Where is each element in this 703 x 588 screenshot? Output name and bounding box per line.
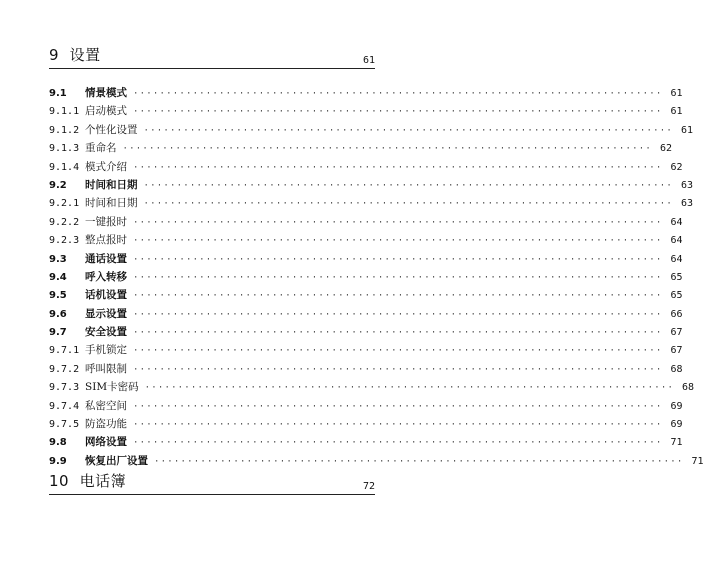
toc-entry-title: 私密空间 bbox=[85, 399, 127, 412]
toc-entry-page: 67 bbox=[670, 345, 683, 357]
toc-entry[interactable] bbox=[49, 102, 683, 120]
toc-entry-page: 68 bbox=[670, 363, 683, 375]
dot-leader: ················································································ bbox=[133, 328, 663, 339]
toc-entry[interactable] bbox=[49, 323, 683, 341]
toc-entry-title: 通话设置 bbox=[85, 252, 127, 265]
toc-entry-title: 呼叫限制 bbox=[85, 362, 127, 375]
dot-leader: ················································································ bbox=[133, 236, 663, 247]
toc-entry-title: 话机设置 bbox=[85, 289, 127, 302]
dot-leader: ················································································ bbox=[133, 364, 663, 375]
toc-entry-number: 9.7.2 bbox=[49, 363, 80, 375]
toc-entry-title: 启动模式 bbox=[85, 105, 127, 118]
toc-entry[interactable] bbox=[49, 305, 683, 323]
toc-entry-title: 手机锁定 bbox=[85, 344, 127, 357]
toc-entry[interactable] bbox=[49, 176, 693, 194]
toc-entry[interactable] bbox=[49, 397, 683, 415]
toc-entry-page: 66 bbox=[670, 308, 683, 320]
toc-entry-title: 一键报时 bbox=[85, 215, 127, 228]
toc-entry-title: SIM卡密码 bbox=[85, 381, 139, 394]
toc-entry-page: 63 bbox=[680, 198, 693, 210]
toc-entry-title: 防盗功能 bbox=[85, 418, 127, 431]
toc-entry-number: 9.7.1 bbox=[49, 345, 80, 357]
dot-leader: ················································································ bbox=[154, 456, 684, 467]
toc-entry-number: 9.2.3 bbox=[49, 235, 80, 247]
toc-entry[interactable] bbox=[49, 452, 703, 470]
toc-entry-number: 9.2.2 bbox=[49, 216, 80, 228]
toc-entry[interactable] bbox=[49, 286, 683, 304]
toc-entry[interactable] bbox=[49, 231, 683, 249]
toc-entry-page: 64 bbox=[670, 235, 683, 247]
toc-entry[interactable] bbox=[49, 194, 693, 212]
toc-entry-number: 9.1.2 bbox=[49, 124, 80, 136]
dot-leader: ················································································ bbox=[133, 162, 663, 173]
toc-entry-number: 9.7.5 bbox=[49, 419, 80, 431]
chapter-title: 9 设置 bbox=[49, 46, 101, 64]
dot-leader: ················································································ bbox=[133, 107, 663, 118]
toc-entry-title: 安全设置 bbox=[85, 326, 127, 339]
toc-entry[interactable] bbox=[49, 341, 683, 359]
toc-entry[interactable] bbox=[49, 158, 683, 176]
toc-entry-number: 9.3 bbox=[49, 253, 67, 265]
table-of-contents bbox=[49, 84, 703, 470]
dot-leader: ················································································ bbox=[133, 254, 663, 265]
toc-entry-page: 68 bbox=[682, 382, 695, 394]
dot-leader: ················································································ bbox=[133, 272, 663, 283]
toc-entry-title: 显示设置 bbox=[85, 307, 127, 320]
chapter-title: 10 电话簿 bbox=[49, 472, 127, 490]
toc-entry-number: 9.5 bbox=[49, 290, 67, 302]
toc-entry[interactable] bbox=[49, 250, 683, 268]
toc-entry-title: 网络设置 bbox=[85, 436, 127, 449]
toc-entry-number: 9.1 bbox=[49, 88, 67, 99]
toc-entry-title: 重命名 bbox=[85, 142, 117, 155]
toc-entry[interactable] bbox=[49, 360, 683, 378]
toc-entry[interactable] bbox=[49, 433, 683, 451]
dot-leader: ················································································ bbox=[144, 383, 675, 394]
toc-entry-number: 9.8 bbox=[49, 437, 67, 449]
dot-leader: ················································································ bbox=[133, 89, 663, 99]
chapter-heading-9 bbox=[49, 44, 375, 69]
toc-entry-page: 64 bbox=[670, 216, 683, 228]
dot-leader: ················································································ bbox=[133, 217, 663, 228]
toc-entry[interactable] bbox=[49, 378, 695, 396]
toc-entry[interactable] bbox=[49, 213, 683, 231]
toc-entry-page: 62 bbox=[670, 161, 683, 173]
toc-entry-page: 69 bbox=[670, 419, 683, 431]
toc-entry-page: 61 bbox=[680, 124, 693, 136]
toc-entry-title: 时间和日期 bbox=[85, 197, 138, 210]
dot-leader: ················································································ bbox=[133, 401, 663, 412]
toc-entry-number: 9.9 bbox=[49, 455, 67, 467]
toc-entry-title: 情景模式 bbox=[85, 87, 127, 99]
dot-leader: ················································································ bbox=[143, 199, 673, 210]
dot-leader: ················································································ bbox=[143, 180, 673, 191]
toc-entry-page: 71 bbox=[670, 437, 683, 449]
toc-entry-number: 9.7.4 bbox=[49, 400, 80, 412]
toc-entry-page: 65 bbox=[670, 290, 683, 302]
chapter-page-number: 61 bbox=[362, 55, 375, 66]
toc-entry-number: 9.7.3 bbox=[49, 382, 80, 394]
toc-entry-number: 9.4 bbox=[49, 271, 67, 283]
toc-entry[interactable] bbox=[49, 84, 683, 102]
dot-leader: ················································································ bbox=[133, 438, 663, 449]
toc-entry-title: 整点报时 bbox=[85, 234, 127, 247]
toc-entry-page: 62 bbox=[659, 143, 672, 155]
toc-entry[interactable] bbox=[49, 121, 693, 139]
toc-entry-page: 61 bbox=[670, 106, 683, 118]
toc-entry-page: 71 bbox=[691, 455, 703, 467]
toc-entry-number: 9.6 bbox=[49, 308, 67, 320]
dot-leader: ················································································ bbox=[133, 346, 663, 357]
toc-entry-number: 9.7 bbox=[49, 327, 67, 339]
toc-entry-number: 9.1.3 bbox=[49, 143, 80, 155]
toc-entry-number: 9.1.4 bbox=[49, 161, 80, 173]
toc-entry-page: 67 bbox=[670, 327, 683, 339]
toc-entry-title: 个性化设置 bbox=[85, 123, 138, 136]
toc-entry-page: 63 bbox=[680, 179, 693, 191]
toc-entry-page: 64 bbox=[670, 253, 683, 265]
toc-entry-title: 模式介绍 bbox=[85, 160, 127, 173]
toc-entry-page: 69 bbox=[670, 400, 683, 412]
toc-entry-title: 呼入转移 bbox=[85, 270, 127, 283]
dot-leader: ················································································ bbox=[133, 291, 663, 302]
chapter-page-number: 72 bbox=[362, 481, 375, 492]
dot-leader: ················································································ bbox=[133, 420, 663, 431]
toc-entry-number: 9.2 bbox=[49, 179, 67, 191]
toc-entry-number: 9.1.1 bbox=[49, 106, 80, 118]
toc-entry-title: 恢复出厂设置 bbox=[85, 454, 148, 467]
toc-entry[interactable] bbox=[49, 415, 683, 433]
toc-entry-title: 时间和日期 bbox=[85, 178, 138, 191]
dot-leader: ················································································ bbox=[133, 309, 663, 320]
dot-leader: ················································································ bbox=[122, 144, 652, 155]
toc-entry-number: 9.2.1 bbox=[49, 198, 80, 210]
dot-leader: ················································································ bbox=[143, 125, 673, 136]
toc-entry-page: 61 bbox=[670, 88, 683, 99]
toc-entry-page: 65 bbox=[670, 271, 683, 283]
toc-entry[interactable] bbox=[49, 268, 683, 286]
chapter-heading-10 bbox=[49, 470, 375, 495]
toc-entry[interactable] bbox=[49, 139, 672, 157]
